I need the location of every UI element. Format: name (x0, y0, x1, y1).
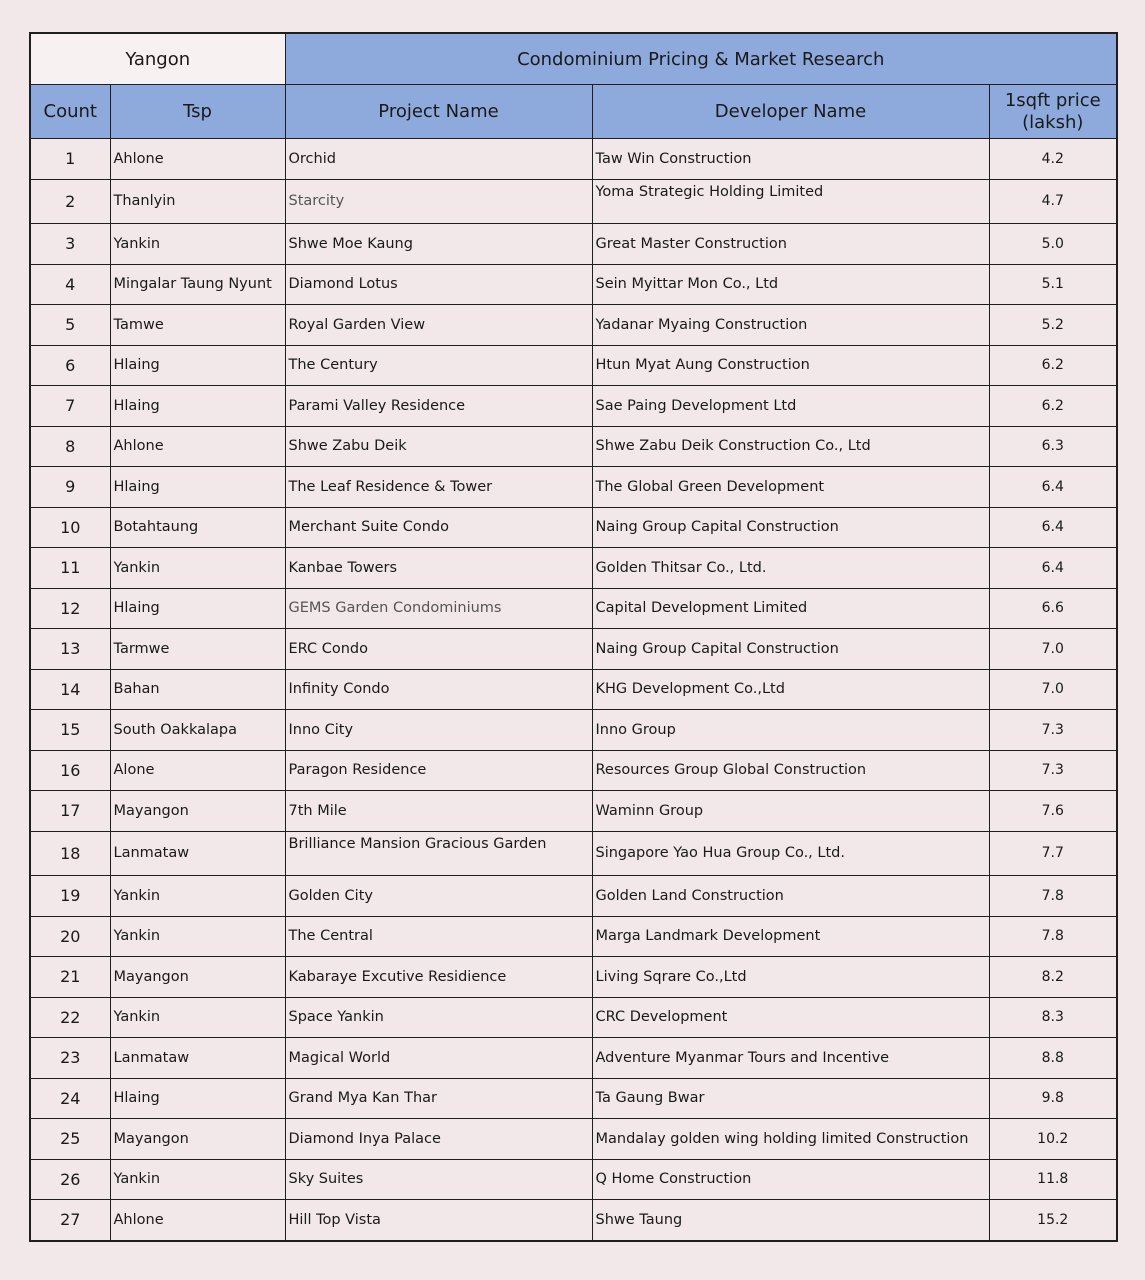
tsp-cell: Yankin (110, 548, 285, 589)
table-row (30, 305, 1117, 346)
project-name-cell: Sky Suites (285, 1159, 592, 1200)
developer-name-cell: Htun Myat Aung Construction (592, 345, 989, 386)
developer-name-cell: Yoma Strategic Holding Limited (592, 179, 989, 224)
table-row (30, 710, 1117, 751)
price-cell: 6.4 (989, 548, 1117, 589)
table-row (30, 507, 1117, 548)
table-row (30, 1119, 1117, 1160)
project-name-cell: Golden City (285, 876, 592, 917)
count-cell: 7 (30, 386, 110, 427)
price-cell: 6.4 (989, 467, 1117, 508)
price-cell: 6.3 (989, 426, 1117, 467)
project-name-header: Project Name (285, 85, 592, 139)
table-row (30, 179, 1117, 224)
developer-name-cell: Shwe Zabu Deik Construction Co., Ltd (592, 426, 989, 467)
developer-name-cell: Golden Thitsar Co., Ltd. (592, 548, 989, 589)
tsp-cell: Lanmataw (110, 831, 285, 876)
count-cell: 15 (30, 710, 110, 751)
project-name-cell: Inno City (285, 710, 592, 751)
price-cell: 8.2 (989, 957, 1117, 998)
developer-name-cell: Q Home Construction (592, 1159, 989, 1200)
project-name-cell: The Leaf Residence & Tower (285, 467, 592, 508)
developer-name-cell: Marga Landmark Development (592, 916, 989, 957)
count-header: Count (30, 85, 110, 139)
tsp-cell: Yankin (110, 1159, 285, 1200)
price-cell: 8.3 (989, 997, 1117, 1038)
table-title: Condominium Pricing & Market Research (285, 33, 1117, 85)
table-row (30, 916, 1117, 957)
count-cell: 11 (30, 548, 110, 589)
price-header-line2: (laksh) (1022, 111, 1084, 133)
project-name-cell: The Century (285, 345, 592, 386)
price-cell: 10.2 (989, 1119, 1117, 1160)
pricing-table-sheet (29, 32, 1116, 1242)
price-cell: 5.2 (989, 305, 1117, 346)
price-cell: 7.7 (989, 831, 1117, 876)
developer-name-cell: CRC Development (592, 997, 989, 1038)
price-cell: 8.8 (989, 1038, 1117, 1079)
developer-name-cell: Living Sqrare Co.,Ltd (592, 957, 989, 998)
table-row (30, 224, 1117, 265)
developer-name-cell: Sae Paing Development Ltd (592, 386, 989, 427)
table-row (30, 1200, 1117, 1241)
table-row (30, 997, 1117, 1038)
project-name-cell: Orchid (285, 139, 592, 180)
count-cell: 24 (30, 1078, 110, 1119)
project-name-cell: Infinity Condo (285, 669, 592, 710)
project-name-cell: 7th Mile (285, 791, 592, 832)
developer-name-cell: Golden Land Construction (592, 876, 989, 917)
table-row (30, 588, 1117, 629)
tsp-cell: Tarmwe (110, 629, 285, 670)
price-cell: 6.2 (989, 345, 1117, 386)
count-cell: 20 (30, 916, 110, 957)
project-name-cell: Royal Garden View (285, 305, 592, 346)
price-cell: 6.4 (989, 507, 1117, 548)
tsp-cell: Yankin (110, 997, 285, 1038)
project-name-cell: Shwe Moe Kaung (285, 224, 592, 265)
count-cell: 13 (30, 629, 110, 670)
table-row (30, 791, 1117, 832)
project-name-cell: Paragon Residence (285, 750, 592, 791)
table-row (30, 1038, 1117, 1079)
developer-name-cell: Sein Myittar Mon Co., Ltd (592, 264, 989, 305)
project-name-cell: Diamond Lotus (285, 264, 592, 305)
column-header-row (30, 85, 1117, 139)
developer-name-cell: KHG Development Co.,Ltd (592, 669, 989, 710)
count-cell: 9 (30, 467, 110, 508)
price-cell: 4.7 (989, 179, 1117, 224)
price-cell: 6.6 (989, 588, 1117, 629)
tsp-cell: Hlaing (110, 588, 285, 629)
count-cell: 14 (30, 669, 110, 710)
count-cell: 8 (30, 426, 110, 467)
developer-name-cell: Adventure Myanmar Tours and Incentive (592, 1038, 989, 1079)
count-cell: 17 (30, 791, 110, 832)
tsp-cell: Alone (110, 750, 285, 791)
table-row (30, 345, 1117, 386)
count-cell: 4 (30, 264, 110, 305)
developer-name-header: Developer Name (592, 85, 989, 139)
developer-name-cell: Waminn Group (592, 791, 989, 832)
table-row (30, 1078, 1117, 1119)
project-name-cell: Shwe Zabu Deik (285, 426, 592, 467)
table-row (30, 876, 1117, 917)
price-cell: 7.0 (989, 629, 1117, 670)
price-cell: 11.8 (989, 1159, 1117, 1200)
count-cell: 12 (30, 588, 110, 629)
project-name-cell: Space Yankin (285, 997, 592, 1038)
tsp-cell: Ahlone (110, 139, 285, 180)
developer-name-cell: Taw Win Construction (592, 139, 989, 180)
developer-name-cell: Inno Group (592, 710, 989, 751)
table-row (30, 548, 1117, 589)
developer-name-cell: Capital Development Limited (592, 588, 989, 629)
tsp-cell: Ahlone (110, 426, 285, 467)
project-name-cell: Parami Valley Residence (285, 386, 592, 427)
count-cell: 19 (30, 876, 110, 917)
table-row (30, 669, 1117, 710)
project-name-cell: Kanbae Towers (285, 548, 592, 589)
project-name-cell: ERC Condo (285, 629, 592, 670)
tsp-header: Tsp (110, 85, 285, 139)
count-cell: 27 (30, 1200, 110, 1241)
price-cell: 7.8 (989, 876, 1117, 917)
count-cell: 3 (30, 224, 110, 265)
developer-name-cell: Naing Group Capital Construction (592, 507, 989, 548)
tsp-cell: Hlaing (110, 1078, 285, 1119)
project-name-cell: The Central (285, 916, 592, 957)
table-row (30, 1159, 1117, 1200)
project-name-cell: Brilliance Mansion Gracious Garden (285, 831, 592, 876)
count-cell: 21 (30, 957, 110, 998)
developer-name-cell: Ta Gaung Bwar (592, 1078, 989, 1119)
project-name-cell: Diamond Inya Palace (285, 1119, 592, 1160)
tsp-cell: Tamwe (110, 305, 285, 346)
tsp-cell: Yankin (110, 224, 285, 265)
developer-name-cell: Yadanar Myaing Construction (592, 305, 989, 346)
table-row (30, 467, 1117, 508)
city-label: Yangon (30, 33, 285, 85)
price-cell: 7.0 (989, 669, 1117, 710)
developer-name-cell: Great Master Construction (592, 224, 989, 265)
count-cell: 25 (30, 1119, 110, 1160)
count-cell: 1 (30, 139, 110, 180)
count-cell: 26 (30, 1159, 110, 1200)
table-row (30, 386, 1117, 427)
count-cell: 5 (30, 305, 110, 346)
count-cell: 23 (30, 1038, 110, 1079)
price-cell: 4.2 (989, 139, 1117, 180)
count-cell: 10 (30, 507, 110, 548)
price-cell: 7.3 (989, 710, 1117, 751)
project-name-cell: Hill Top Vista (285, 1200, 592, 1241)
project-name-cell: GEMS Garden Condominiums (285, 588, 592, 629)
count-cell: 2 (30, 179, 110, 224)
tsp-cell: Hlaing (110, 386, 285, 427)
tsp-cell: Mayangon (110, 1119, 285, 1160)
developer-name-cell: Singapore Yao Hua Group Co., Ltd. (592, 831, 989, 876)
tsp-cell: Bahan (110, 669, 285, 710)
count-cell: 6 (30, 345, 110, 386)
pricing-table (29, 32, 1118, 1242)
tsp-cell: Hlaing (110, 467, 285, 508)
count-cell: 22 (30, 997, 110, 1038)
developer-name-cell: Mandalay golden wing holding limited Construction (592, 1119, 989, 1160)
table-row (30, 264, 1117, 305)
tsp-cell: Lanmataw (110, 1038, 285, 1079)
tsp-cell: Yankin (110, 876, 285, 917)
tsp-cell: South Oakkalapa (110, 710, 285, 751)
tsp-cell: Thanlyin (110, 179, 285, 224)
project-name-cell: Grand Mya Kan Thar (285, 1078, 592, 1119)
table-row (30, 957, 1117, 998)
tsp-cell: Botahtaung (110, 507, 285, 548)
price-cell: 7.6 (989, 791, 1117, 832)
price-cell: 5.1 (989, 264, 1117, 305)
project-name-cell: Starcity (285, 179, 592, 224)
tsp-cell: Ahlone (110, 1200, 285, 1241)
price-cell: 6.2 (989, 386, 1117, 427)
price-cell: 7.3 (989, 750, 1117, 791)
project-name-cell: Merchant Suite Condo (285, 507, 592, 548)
count-cell: 18 (30, 831, 110, 876)
tsp-cell: Mayangon (110, 791, 285, 832)
price-header (989, 85, 1117, 139)
table-row (30, 139, 1117, 180)
developer-name-cell: Naing Group Capital Construction (592, 629, 989, 670)
table-row (30, 629, 1117, 670)
price-cell: 7.8 (989, 916, 1117, 957)
project-name-cell: Kabaraye Excutive Residience (285, 957, 592, 998)
tsp-cell: Hlaing (110, 345, 285, 386)
developer-name-cell: Shwe Taung (592, 1200, 989, 1241)
tsp-cell: Mingalar Taung Nyunt (110, 264, 285, 305)
developer-name-cell: Resources Group Global Construction (592, 750, 989, 791)
developer-name-cell: The Global Green Development (592, 467, 989, 508)
table-row (30, 831, 1117, 876)
project-name-cell: Magical World (285, 1038, 592, 1079)
title-row (30, 33, 1117, 85)
table-row (30, 426, 1117, 467)
tsp-cell: Mayangon (110, 957, 285, 998)
price-cell: 9.8 (989, 1078, 1117, 1119)
price-header-line1: 1sqft price (1004, 89, 1101, 111)
price-cell: 15.2 (989, 1200, 1117, 1241)
count-cell: 16 (30, 750, 110, 791)
table-row (30, 750, 1117, 791)
tsp-cell: Yankin (110, 916, 285, 957)
price-cell: 5.0 (989, 224, 1117, 265)
